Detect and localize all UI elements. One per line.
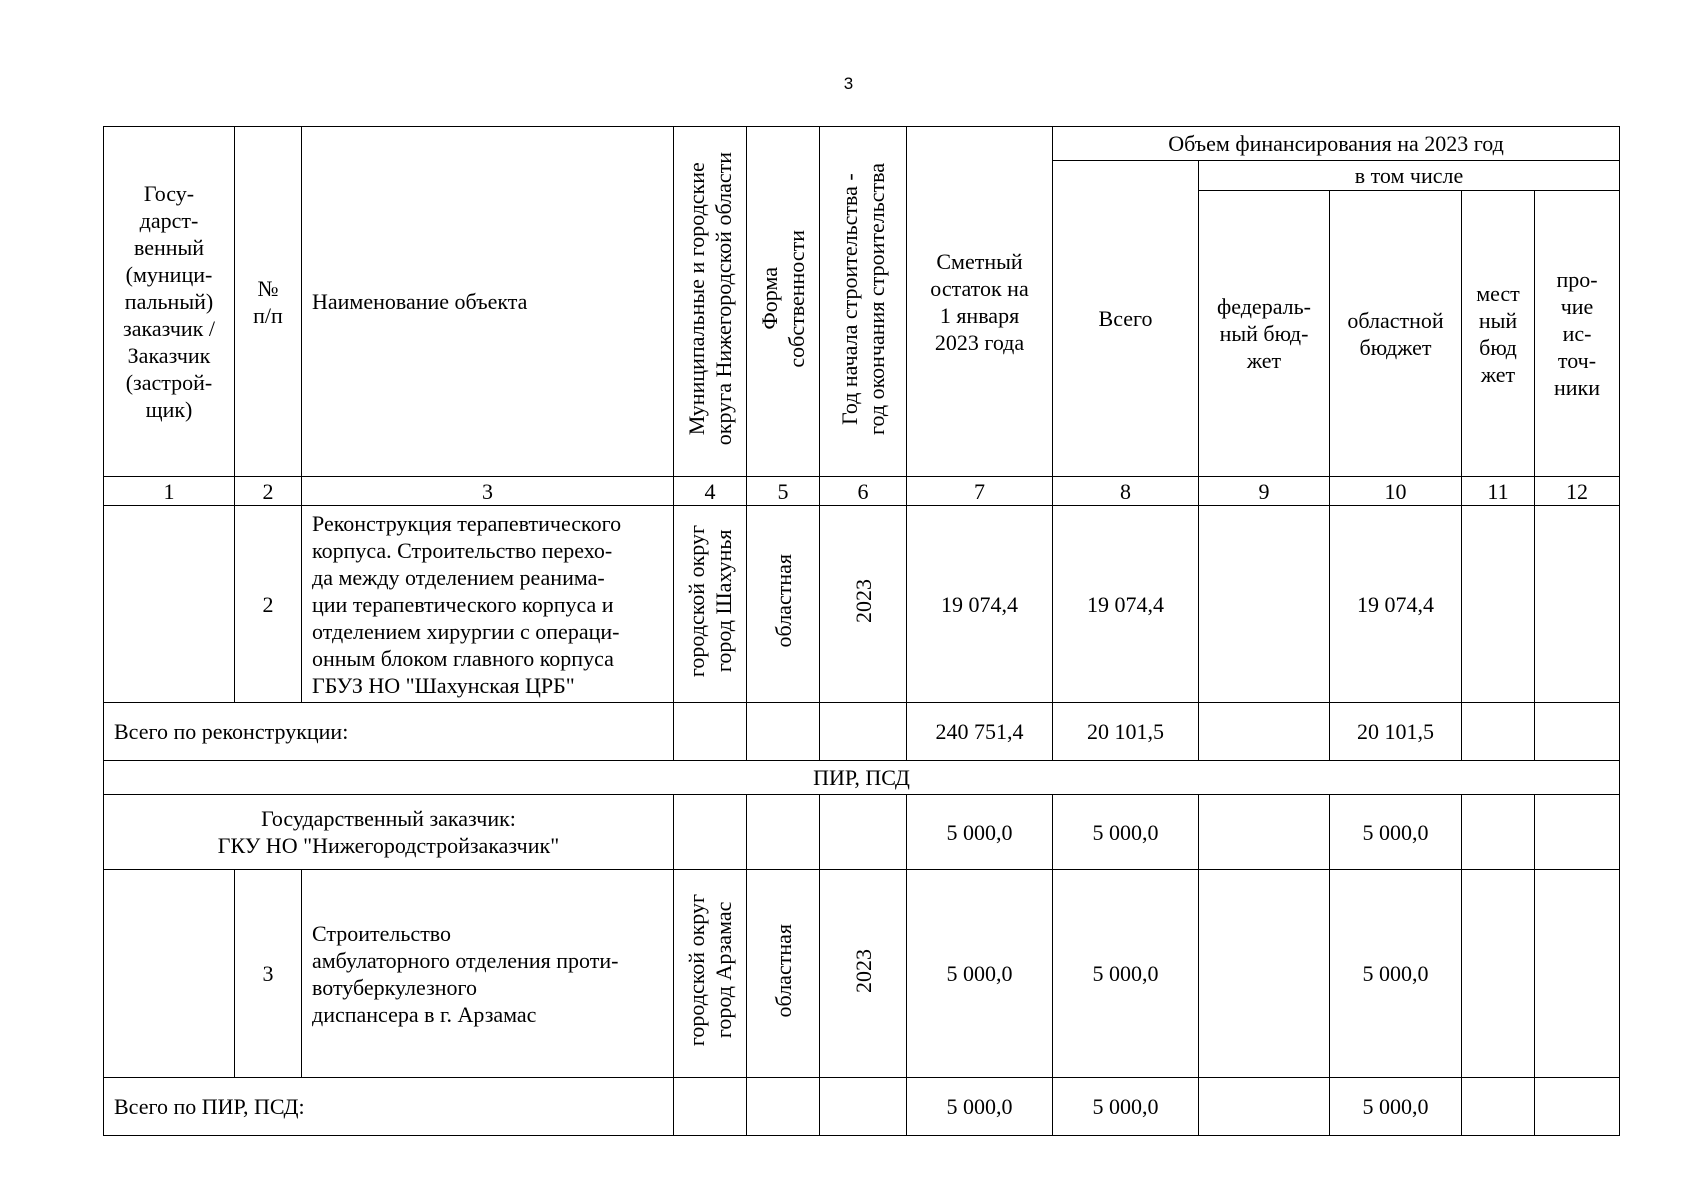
total-value: 19 074,4 [1053,506,1199,703]
object-number: 2 [235,506,302,703]
column-number: 3 [302,477,674,506]
table-row-object-3 [104,870,1620,1078]
years-cell [820,506,907,703]
local-value [1462,795,1535,870]
column-number: 9 [1199,477,1330,506]
header-financing-volume: Объем финансирования на 2023 год [1053,127,1620,161]
other-value [1535,506,1620,703]
years-cell [820,870,907,1078]
column-number: 2 [235,477,302,506]
header-federal-budget: федераль- ный бюд- жет [1199,191,1330,477]
header-customer: Госу- дарст- венный (муници- пальный) заказчик / Заказчик (застрой- щик) [104,127,235,477]
customer-cell [104,870,235,1078]
regional-value: 5 000,0 [1330,1078,1462,1136]
column-number: 7 [907,477,1053,506]
empty-cell [674,795,747,870]
federal-value [1199,870,1330,1078]
federal-value [1199,506,1330,703]
other-value [1535,703,1620,761]
header-construction-years [820,127,907,477]
column-number: 5 [747,477,820,506]
header-object-name: Наименование объекта [302,127,674,477]
ownership-text: областная [770,554,796,648]
district-text: городской округ город Арзамас [684,894,736,1047]
other-value [1535,870,1620,1078]
header-ownership-form-text: Форма собственности [757,229,809,368]
total-value: 5 000,0 [1053,1078,1199,1136]
federal-value [1199,1078,1330,1136]
local-value [1462,1078,1535,1136]
regional-value: 5 000,0 [1330,870,1462,1078]
column-number: 12 [1535,477,1620,506]
other-value [1535,1078,1620,1136]
financing-table [103,126,1620,1136]
federal-value [1199,795,1330,870]
estimated-balance-value: 5 000,0 [907,795,1053,870]
regional-value: 20 101,5 [1330,703,1462,761]
section-heading-row [104,761,1620,795]
ownership-cell [747,870,820,1078]
column-number: 8 [1053,477,1199,506]
section-title: ПИР, ПСД [104,761,1620,795]
empty-cell [747,1078,820,1136]
federal-value [1199,703,1330,761]
estimated-balance-value: 5 000,0 [907,870,1053,1078]
district-text: городской округ город Шахунья [684,524,736,678]
district-cell [674,506,747,703]
header-including: в том числе [1199,161,1620,191]
table-row-object-2 [104,506,1620,703]
header-total: Всего [1053,161,1199,477]
column-number: 4 [674,477,747,506]
object-name: Реконструкция терапевтического корпуса. Строительство перехо- да между отделением реанима- ции терапевтического корпуса и отделением хирургии с операци- онным блоком главного корпуса ГБУЗ НО "Шахунская ЦРБ" [302,506,674,703]
object-name: Строительство амбулаторного отделения проти- вотуберкулезного диспансера в г. Арзамас [302,870,674,1078]
ownership-cell [747,506,820,703]
page-number: 3 [843,74,854,93]
empty-cell [747,795,820,870]
years-text: 2023 [850,948,876,993]
total-reconstruction-label: Всего по реконструкции: [104,703,674,761]
regional-value: 5 000,0 [1330,795,1462,870]
header-ownership-form [747,127,820,477]
empty-cell [820,703,907,761]
regional-value: 19 074,4 [1330,506,1462,703]
empty-cell [674,1078,747,1136]
header-municipal-districts-text: Муниципальные и городские округа Нижегородской области [684,151,736,446]
total-pir-label: Всего по ПИР, ПСД: [104,1078,674,1136]
other-value [1535,795,1620,870]
object-number: 3 [235,870,302,1078]
empty-cell [820,795,907,870]
total-value: 5 000,0 [1053,870,1199,1078]
estimated-balance-value: 5 000,0 [907,1078,1053,1136]
years-text: 2023 [850,579,876,623]
column-number: 11 [1462,477,1535,506]
empty-cell [747,703,820,761]
header-estimated-balance: Сметный остаток на 1 января 2023 года [907,127,1053,477]
district-cell [674,870,747,1078]
customer-cell [104,506,235,703]
header-number: № п/п [235,127,302,477]
table-row-total-pir [104,1078,1620,1136]
empty-cell [674,703,747,761]
header-municipal-districts [674,127,747,477]
estimated-balance-value: 19 074,4 [907,506,1053,703]
header-construction-years-text: Год начала строительства - год окончания строительства [837,162,889,435]
local-value [1462,703,1535,761]
total-value: 20 101,5 [1053,703,1199,761]
total-value: 5 000,0 [1053,795,1199,870]
column-numbers-row [104,477,1620,506]
header-local-budget: мест ный бюд жет [1462,191,1535,477]
column-number: 10 [1330,477,1462,506]
column-number: 6 [820,477,907,506]
local-value [1462,870,1535,1078]
column-number: 1 [104,477,235,506]
header-row-1 [104,127,1620,161]
state-customer-label: Государственный заказчик: ГКУ НО "Нижегородстройзаказчик" [104,795,674,870]
estimated-balance-value: 240 751,4 [907,703,1053,761]
header-other-sources: про- чие ис- точ- ники [1535,191,1620,477]
header-regional-budget: областной бюджет [1330,191,1462,477]
table-row-state-customer [104,795,1620,870]
table-row-total-reconstruction [104,703,1620,761]
ownership-text: областная [770,923,796,1018]
empty-cell [820,1078,907,1136]
local-value [1462,506,1535,703]
